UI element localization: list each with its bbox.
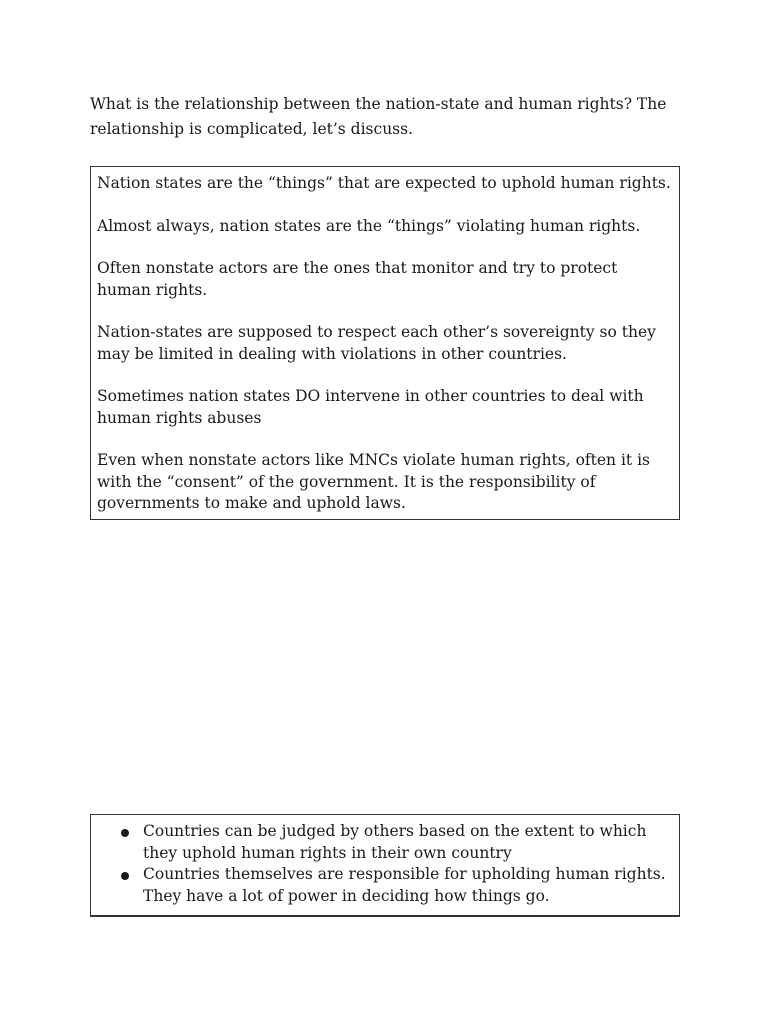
key-point-paragraph: Often nonstate actors are the ones that monitor and try to protect human rights. [97, 259, 618, 299]
bullet-icon [121, 829, 129, 837]
key-point-paragraph: Even when nonstate actors like MNCs violate human rights, often it is with the “consent” of the government. It is the responsibility of governments to make and uphold laws. [97, 451, 650, 512]
list-item [143, 864, 673, 907]
list-item-text: Countries can be judged by others based on the extent to which they uphold human rights in their own country [143, 822, 647, 862]
key-points-box [90, 166, 680, 520]
key-point-paragraph: Almost always, nation states are the “things” violating human rights. [97, 216, 641, 235]
intro-paragraph: What is the relationship between the nation-state and human rights? The relationship is complicated, let’s discuss. [90, 95, 667, 138]
key-point-paragraph: Nation states are the “things” that are expected to uphold human rights. [97, 174, 671, 192]
key-point-paragraph: Nation-states are supposed to respect each other’s sovereignty so they may be limited in dealing with violations in other countries. [97, 323, 656, 363]
bullet-icon [121, 872, 129, 880]
summary-bullet-list [97, 821, 673, 907]
list-item-text: Countries themselves are responsible for upholding human rights. They have a lot of power in deciding how things go. [143, 865, 666, 905]
summary-box [90, 814, 680, 917]
key-point-paragraph: Sometimes nation states DO intervene in other countries to deal with human rights abuses [97, 387, 644, 427]
list-item [143, 821, 673, 864]
